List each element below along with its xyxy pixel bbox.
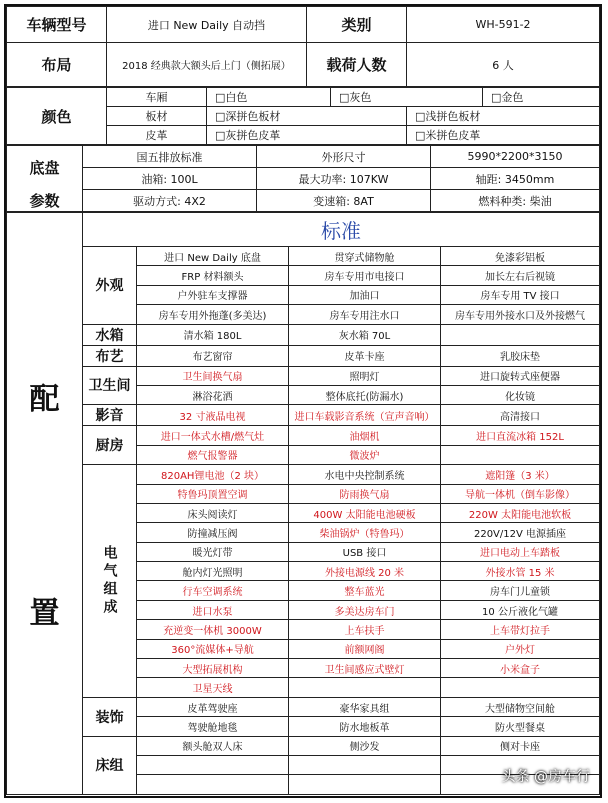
- color-option: □金色: [483, 88, 600, 107]
- config-item: 户外驻车支撑器: [137, 285, 289, 304]
- config-item: 高清接口: [441, 405, 600, 426]
- type-label: 类别: [307, 7, 407, 43]
- config-item: 驾驶舱地毯: [137, 717, 289, 736]
- config-item: 导航一体机（倒车影像）: [441, 484, 600, 503]
- config-item: 防撞减压阀: [137, 523, 289, 542]
- config-item: 化妆镜: [441, 385, 600, 404]
- config-item: 房车专用外拖蓬(多美达): [137, 305, 289, 324]
- chassis-cell: 油箱: 100L: [83, 168, 257, 190]
- config-item: 卫生间换气扇: [137, 366, 289, 385]
- config-item: 大型储物空间舱: [441, 697, 600, 716]
- config-item: 房车专用市电接口: [289, 266, 441, 285]
- config-item: 免漆彩铝板: [441, 247, 600, 266]
- config-side-label: [7, 213, 83, 795]
- config-item: 进口水泵: [137, 600, 289, 619]
- header-table: [6, 6, 600, 87]
- model-label: 车辆型号: [7, 7, 107, 43]
- type-value: WH-591-2: [407, 7, 600, 43]
- config-item: 淋浴花洒: [137, 385, 289, 404]
- config-row: [7, 697, 600, 716]
- color-label: 颜色: [7, 88, 107, 145]
- config-table: [6, 212, 600, 795]
- config-item: FRP 材料额头: [137, 266, 289, 285]
- config-item: 大型拓展机构: [137, 659, 289, 678]
- color-table: [6, 87, 600, 145]
- config-item: 进口直流冰箱 152L: [441, 426, 600, 445]
- config-item: 加油口: [289, 285, 441, 304]
- config-row: [7, 405, 600, 426]
- model-value: 进口 New Daily 自动挡: [107, 7, 307, 43]
- config-item: 820AH锂电池（2 块）: [137, 465, 289, 484]
- config-item: 照明灯: [289, 366, 441, 385]
- config-item: 皮革卡座: [289, 345, 441, 366]
- config-item: 豪华家具组: [289, 697, 441, 716]
- color-row-name: 车厢: [107, 88, 207, 107]
- config-item: [137, 755, 289, 774]
- standard-title: 标准: [83, 213, 600, 247]
- config-item: 卫生间感应式壁灯: [289, 659, 441, 678]
- config-item: 进口一体式水槽/燃气灶: [137, 426, 289, 445]
- config-item: 小米盒子: [441, 659, 600, 678]
- config-item: 防火型餐桌: [441, 717, 600, 736]
- config-item: 行车空调系统: [137, 581, 289, 600]
- capacity-value: 6 人: [407, 43, 600, 87]
- config-group-label: 床组: [83, 736, 137, 794]
- config-item: 400W 太阳能电池硬板: [289, 503, 441, 522]
- color-option: □白色: [207, 88, 331, 107]
- config-item: 360°流媒体+导航: [137, 639, 289, 658]
- config-item: 灰水箱 70L: [289, 324, 441, 345]
- layout-label: 布局: [7, 43, 107, 87]
- chassis-table: [6, 145, 600, 212]
- config-item: 油烟机: [289, 426, 441, 445]
- chassis-cell: 轴距: 3450mm: [431, 168, 600, 190]
- config-item: 10 公斤液化气罐: [441, 600, 600, 619]
- config-item: 房车专用外接水口及外接燃气: [441, 305, 600, 324]
- config-item: 房车专用注水口: [289, 305, 441, 324]
- config-item: 乳胶床垫: [441, 345, 600, 366]
- color-option: □深拼色板材: [207, 107, 407, 126]
- config-row: [7, 465, 600, 484]
- chassis-cell: 驱动方式: 4X2: [83, 190, 257, 212]
- layout-value: 2018 经典款大额头后上门（侧拓展）: [107, 43, 307, 87]
- chassis-cell: 外形尺寸: [257, 146, 431, 168]
- color-option: □灰色: [331, 88, 483, 107]
- config-item: USB 接口: [289, 542, 441, 561]
- config-label-bottom: 置: [29, 596, 60, 632]
- config-item: 进口旋转式座便器: [441, 366, 600, 385]
- config-item: 贯穿式储物舱: [289, 247, 441, 266]
- config-item: 侧沙发: [289, 736, 441, 755]
- config-item: 加长左右后视镜: [441, 266, 600, 285]
- config-item: 特鲁玛顶置空调: [137, 484, 289, 503]
- chassis-cell: 变速箱: 8AT: [257, 190, 431, 212]
- config-item: 舱内灯光照明: [137, 562, 289, 581]
- chassis-cell: 最大功率: 107KW: [257, 168, 431, 190]
- config-item: 床头阅读灯: [137, 503, 289, 522]
- config-item: 额头舱双人床: [137, 736, 289, 755]
- config-item: 充逆变一体机 3000W: [137, 620, 289, 639]
- config-item: [441, 324, 600, 345]
- config-item: 暖光灯带: [137, 542, 289, 561]
- config-item: 柴油锅炉（特鲁玛）: [289, 523, 441, 542]
- config-group-label: 卫生间: [83, 366, 137, 405]
- config-group-label: 水箱: [83, 324, 137, 345]
- config-group-label: 装饰: [83, 697, 137, 736]
- color-option: □浅拼色板材: [407, 107, 600, 126]
- config-item: 上车带灯拉手: [441, 620, 600, 639]
- color-row-name: 皮革: [107, 126, 207, 145]
- config-item: 卫星天线: [137, 678, 289, 697]
- config-item: 220W 太阳能电池软板: [441, 503, 600, 522]
- config-item: [441, 445, 600, 464]
- config-item: 遮阳篷（3 米）: [441, 465, 600, 484]
- config-item: 防雨换气扇: [289, 484, 441, 503]
- config-item: 皮革驾驶座: [137, 697, 289, 716]
- config-row: [7, 736, 600, 755]
- config-group-label: 厨房: [83, 426, 137, 465]
- config-group-label: 布艺: [83, 345, 137, 366]
- chassis-cell: 燃料种类: 柴油: [431, 190, 600, 212]
- config-item: [289, 775, 441, 794]
- config-item: 多美达房车门: [289, 600, 441, 619]
- config-item: 房车专用 TV 接口: [441, 285, 600, 304]
- config-item: 上车扶手: [289, 620, 441, 639]
- chassis-cell: 国五排放标准: [83, 146, 257, 168]
- config-item: 32 寸液晶电视: [137, 405, 289, 426]
- config-item: 整车蓝光: [289, 581, 441, 600]
- chassis-cell: 5990*2200*3150: [431, 146, 600, 168]
- config-item: 燃气报警器: [137, 445, 289, 464]
- config-item: 外接电源线 20 米: [289, 562, 441, 581]
- config-item: 前额网阁: [289, 639, 441, 658]
- config-item: [137, 775, 289, 794]
- config-item: [289, 755, 441, 774]
- config-item: 水电中央控制系统: [289, 465, 441, 484]
- config-item: [289, 678, 441, 697]
- config-item: 侧对卡座: [441, 736, 600, 755]
- config-item: 防水地板革: [289, 717, 441, 736]
- chassis-label: 参数: [7, 190, 83, 212]
- config-item: 布艺窗帘: [137, 345, 289, 366]
- config-item: 整体底托(防漏水): [289, 385, 441, 404]
- color-row-name: 板材: [107, 107, 207, 126]
- config-row: [7, 247, 600, 266]
- color-option: □灰拼色皮革: [207, 126, 407, 145]
- config-item: [441, 678, 600, 697]
- config-group-label: 影音: [83, 405, 137, 426]
- spec-sheet: [4, 4, 602, 798]
- config-item: 进口电动上车踏板: [441, 542, 600, 561]
- config-item: 外接水管 15 米: [441, 562, 600, 581]
- config-row: [7, 366, 600, 385]
- config-item: 进口车载影音系统（宣声音响）: [289, 405, 441, 426]
- config-item: 房车门儿童锁: [441, 581, 600, 600]
- watermark: 头条 @房车行: [501, 769, 590, 785]
- config-row: [7, 345, 600, 366]
- color-option: □米拼色皮革: [407, 126, 600, 145]
- config-row: [7, 426, 600, 445]
- config-row: [7, 324, 600, 345]
- chassis-label: 底盘: [7, 146, 83, 190]
- config-item: 清水箱 180L: [137, 324, 289, 345]
- config-group-label: 电气组成: [83, 465, 137, 698]
- config-item: 进口 New Daily 底盘: [137, 247, 289, 266]
- capacity-label: 载荷人数: [307, 43, 407, 87]
- config-item: 户外灯: [441, 639, 600, 658]
- config-item: 220V/12V 电源插座: [441, 523, 600, 542]
- config-item: 微波炉: [289, 445, 441, 464]
- config-group-label: 外观: [83, 247, 137, 325]
- config-label-top: 配: [29, 382, 60, 418]
